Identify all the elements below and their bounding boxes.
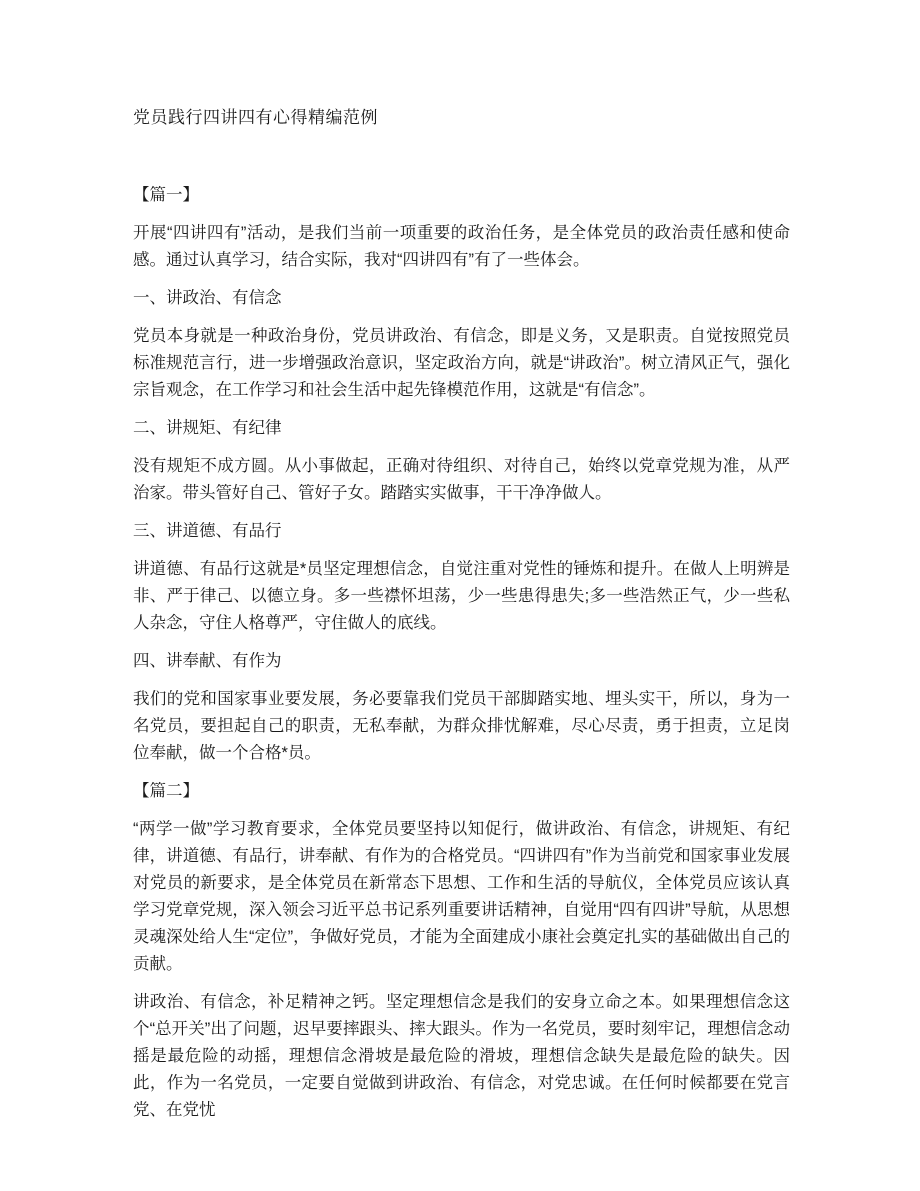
section-heading: 四、讲奉献、有作为 [133,652,282,670]
section-label: 【篇二】 [133,782,199,800]
section-heading: 二、讲规矩、有纪律 [133,419,282,437]
paragraph: 党员本身就是一种政治身份，党员讲政治、有信念，即是义务，又是职责。自觉按照党员标准规范言行，进一步增强政治意识，坚定政治方向，就是“讲政治”。树立清风正气，强化宗旨观念，在工作学习和社会生活中起先锋模范作用，这就是“有信念”。 [133,327,790,399]
paragraph: 讲道德、有品行这就是*员坚定理想信念，自觉注重对党性的锤炼和提升。在做人上明辨是非、严于律己、以德立身。多一些襟怀坦荡，少一些患得患失;多一些浩然正气，少一些私人杂念，守住人格尊严，守住做人的底线。 [133,560,790,632]
document-title: 党员践行四讲四有心得精编范例 [133,108,378,127]
paragraph: 我们的党和国家事业要发展，务必要靠我们党员干部脚踏实地、埋头实干，所以，身为一名党员，要担起自己的职责，无私奉献，为群众排忧解难，尽心尽责，勇于担责，立足岗位奉献，做一个合格*员。 [133,690,790,762]
paragraph: 没有规矩不成方圆。从小事做起，正确对待组织、对待自己，始终以党章党规为准，从严治家。带头管好自己、管好子女。踏踏实实做事，干干净净做人。 [133,457,790,502]
paragraph: 讲政治、有信念，补足精神之钙。坚定理想信念是我们的安身立命之本。如果理想信念这个“总开关”出了问题，迟早要摔跟头、摔大跟头。作为一名党员，要时刻牢记，理想信念动摇是最危险的动摇，理想信念滑坡是最危险的滑坡，理想信念缺失是最危险的缺失。因此，作为一名党员，一定要自觉做到讲政治、有信念，对党忠诚。在任何时候都要在党言党、在党忧 [133,993,790,1119]
section-heading: 三、讲道德、有品行 [133,522,282,540]
paragraph: 开展“四讲四有”活动，是我们当前一项重要的政治任务，是全体党员的政治责任感和使命感。通过认真学习，结合实际，我对“四讲四有”有了一些体会。 [133,224,790,269]
section-label: 【篇一】 [133,186,199,204]
section-heading: 一、讲政治、有信念 [133,289,282,307]
document-body [133,182,790,1124]
paragraph: “两学一做”学习教育要求，全体党员要坚持以知促行，做讲政治、有信念，讲规矩、有纪律，讲道德、有品行，讲奉献、有作为的合格党员。“四讲四有”作为当前党和国家事业发展对党员的新要求，是全体党员在新常态下思想、工作和生活的导航仪，全体党员应该认真学习党章党规，深入领会习近平总书记系列重要讲话精神，自觉用“四有四讲”导航，从思想灵魂深处给人生“定位”，争做好党员，才能为全面建成小康社会奠定扎实的基础做出自己的贡献。 [133,820,790,973]
